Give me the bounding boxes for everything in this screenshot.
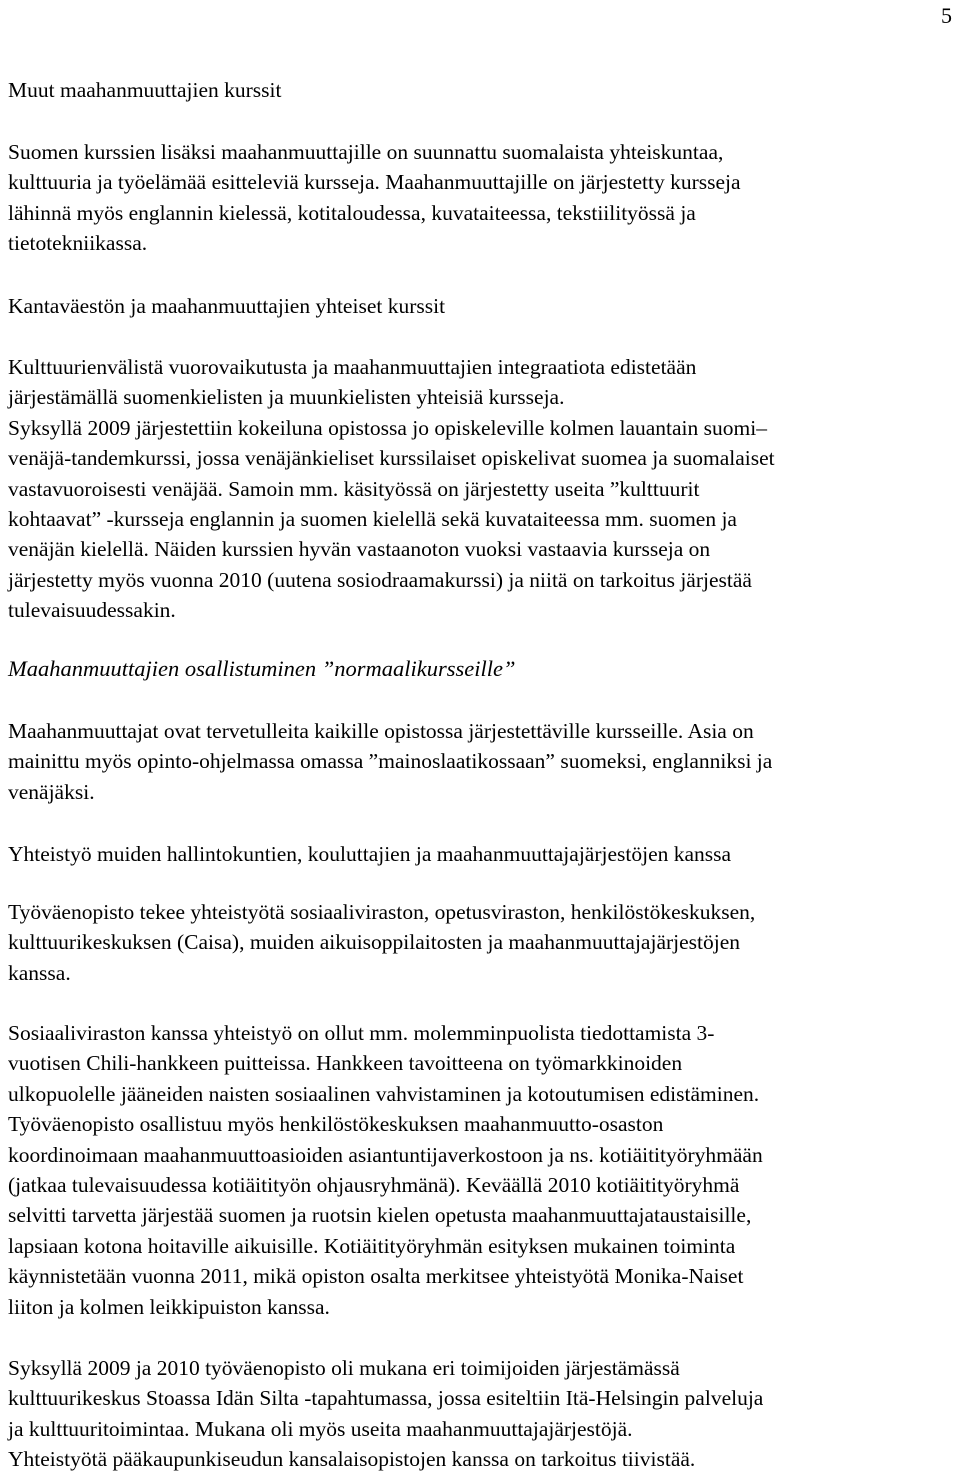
text-line: vastavuoroisesti venäjää. Samoin mm. käsityössä on järjestetty useita ”kulttuurit [8,476,700,501]
text-line: Maahanmuuttajat ovat tervetulleita kaikille opistossa järjestettäville kursseille. Asia on [8,719,754,743]
text-line: kohtaavat” -kursseja englannin ja suomen kielellä sekä kuvataiteessa mm. suomen ja [8,507,737,532]
paragraph-yhteistyo-2 [8,1018,952,1322]
paragraph-osallistuminen [8,716,952,807]
text-line: venäjän kielellä. Näiden kurssien hyvän vastaanoton vuoksi vastaavia kursseja on [8,537,711,562]
text-line: koordinoimaan maahanmuuttoasioiden asiantuntijaverkostoon ja ns. kotiäitityöryhmään [8,1142,763,1167]
paragraph-kantavaesto [8,352,952,626]
text-line: mainittu myös opinto-ohjelmassa omassa ”mainoslaatikossaan” suomeksi, englanniksi ja [8,749,773,774]
text-line: Yhteistyötä pääkaupunkiseudun kansalaisopistojen kanssa on tarkoitus tiivistää. [8,1447,696,1472]
text-line: kanssa. [8,960,71,985]
text-line: lapsiaan kotona hoitaville aikuisille. Kotiäitityöryhmän esityksen mukainen toiminta [8,1233,736,1258]
paragraph-muut [8,137,952,259]
text-line: (jatkaa tulevaisuudessa kotiäitityön ohjausryhmänä). Keväällä 2010 kotiäitityöryhmä [8,1173,740,1198]
text-line: liiton ja kolmen leikkipuiston kanssa. [8,1294,330,1319]
text-line: ulkopuolelle jääneiden naisten sosiaalinen vahvistaminen ja kotoutumisen edistäminen. [8,1081,760,1106]
section-heading-osallistuminen: Maahanmuuttajien osallistuminen ”normaalikursseille” [8,656,516,681]
text-line: selvitti tarvetta järjestää suomen ja ruotsin kielen opetusta maahanmuuttajataustaisille, [8,1203,752,1228]
text-line: Työväenopisto tekee yhteistyötä sosiaaliviraston, opetusviraston, henkilöstökeskuksen, [8,900,756,924]
text-line: kulttuuria ja työelämää esitteleviä kursseja. Maahanmuuttajille on järjestetty kursseja [8,170,741,195]
page-number: 5 [941,3,952,28]
text-line: tietotekniikassa. [8,231,148,256]
text-line: Syksyllä 2009 ja 2010 työväenopisto oli mukana eri toimijoiden järjestämässä [8,1356,680,1380]
text-line: Kulttuurienvälistä vuorovaikutusta ja maahanmuuttajien integraatiota edistetään [8,355,697,379]
text-line: venäjäksi. [8,779,95,804]
paragraph-yhteistyo-3 [8,1353,952,1475]
text-line: järjestetty myös vuonna 2010 (uutena sosiodraamakurssi) ja niitä on tarkoitus järjestää [8,567,752,592]
text-line: kulttuurikeskuksen (Caisa), muiden aikuisoppilaitosten ja maahanmuuttajajärjestöjen [8,930,741,955]
text-line: tulevaisuudessakin. [8,598,176,623]
text-line: Sosiaaliviraston kanssa yhteistyö on ollut mm. molemminpuolista tiedottamista 3- [8,1021,715,1045]
text-line: Suomen kurssien lisäksi maahanmuuttajille on suunnattu suomalaista yhteiskuntaa, [8,140,724,164]
text-line: järjestämällä suomenkielisten ja muunkielisten yhteisiä kursseja. [8,385,565,410]
text-line: ja kulttuuritoimintaa. Mukana oli myös useita maahanmuuttajajärjestöjä. [8,1416,633,1441]
text-line: Syksyllä 2009 järjestettiin kokeiluna opistossa jo opiskeleville kolmen lauantain suomi– [8,415,767,440]
text-line: käynnistetään vuonna 2011, mikä opiston osalta merkitsee yhteistyötä Monika-Naiset [8,1264,744,1289]
text-line: vuotisen Chili-hankkeen puitteissa. Hankkeen tavoitteena on työmarkkinoiden [8,1051,683,1076]
text-line: Työväenopisto osallistuu myös henkilöstökeskuksen maahanmuutto-osaston [8,1112,664,1137]
text-line: kulttuurikeskus Stoassa Idän Silta -tapahtumassa, jossa esiteltiin Itä-Helsingin palveluja [8,1386,764,1411]
text-line: venäjä-tandemkurssi, jossa venäjänkieliset kurssilaiset opiskelivat suomea ja suomalaiset [8,446,775,471]
section-heading-muut: Muut maahanmuuttajien kurssit [8,78,282,102]
section-heading-yhteistyo: Yhteistyö muiden hallintokuntien, kouluttajien ja maahanmuuttajajärjestöjen kanssa [8,842,732,866]
section-heading-kantavaesto: Kantaväestön ja maahanmuuttajien yhteiset kurssit [8,294,446,318]
text-line: lähinnä myös englannin kielessä, kotitaloudessa, kuvataiteessa, tekstiilityössä ja [8,200,696,225]
paragraph-yhteistyo-1 [8,897,952,988]
